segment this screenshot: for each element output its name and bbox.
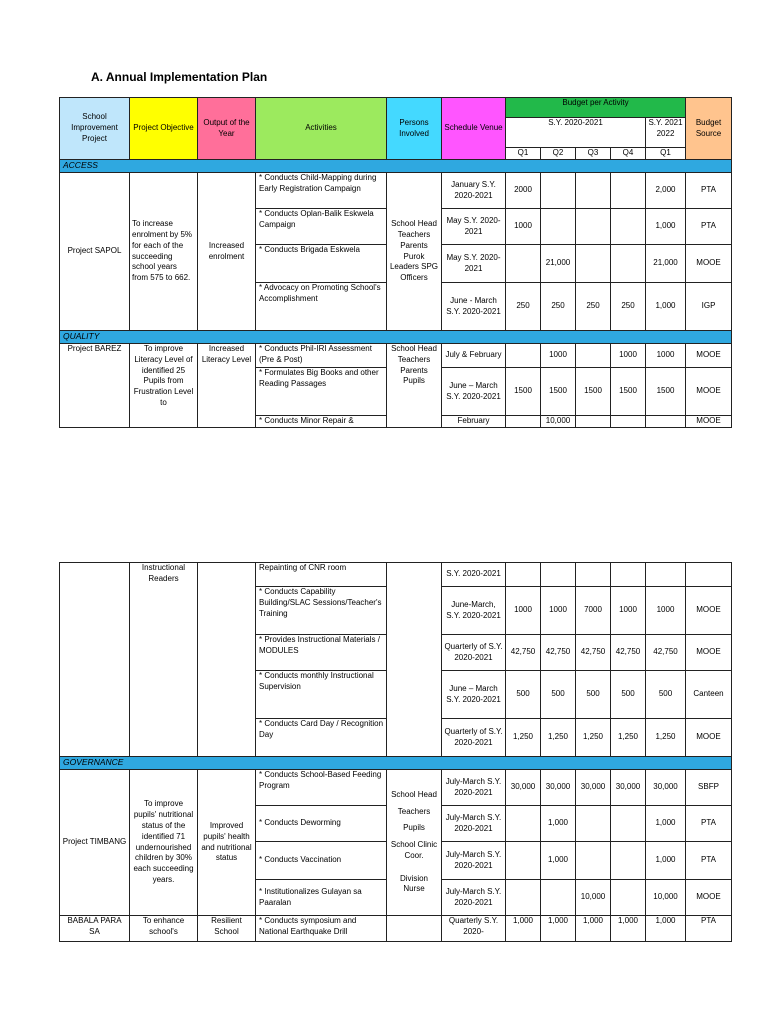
budget-q1: [506, 806, 541, 842]
schedule: June – March S.Y. 2020-2021: [442, 671, 506, 719]
budget-source: SBFP: [686, 770, 732, 806]
schedule: July-March S.Y. 2020-2021: [442, 806, 506, 842]
budget-q1: [506, 563, 541, 587]
header-objective: Project Objective: [130, 98, 198, 160]
budget-q4: [611, 173, 646, 209]
activity: * Advocacy on Promoting School's Accomplishment: [256, 283, 387, 331]
budget-q1: [506, 842, 541, 880]
project-name: Project BAREZ: [60, 344, 130, 428]
budget-q4: 250: [611, 283, 646, 331]
budget-source: MOOE: [686, 368, 732, 416]
activity: * Conducts Vaccination: [256, 842, 387, 880]
activity: * Institutionalizes Gulayan sa Paaralan: [256, 880, 387, 916]
page-title: A. Annual Implementation Plan: [91, 70, 268, 84]
budget-q1: 1000: [506, 209, 541, 245]
budget-q3: [576, 416, 611, 428]
project-objective: To increase enrolment by 5% for each of the succeeding school years from 575 to 662.: [130, 173, 198, 331]
budget-q4: [611, 209, 646, 245]
budget-q1: 250: [506, 283, 541, 331]
person: Division Nurse: [399, 873, 428, 894]
budget-source: PTA: [686, 916, 732, 942]
schedule: July & February: [442, 344, 506, 368]
budget-q2: 1000: [541, 587, 576, 635]
activity: * Conducts School-Based Feeding Program: [256, 770, 387, 806]
activity: * Conducts Minor Repair &: [256, 416, 387, 428]
budget-q1: [506, 416, 541, 428]
budget-q2: 1000: [541, 344, 576, 368]
budget-q2: [541, 880, 576, 916]
budget-q3: [576, 563, 611, 587]
schedule: January S.Y. 2020-2021: [442, 173, 506, 209]
activity: * Conducts Card Day / Recognition Day: [256, 719, 387, 757]
budget-q2: 21,000: [541, 245, 576, 283]
budget-q3: [576, 842, 611, 880]
budget-q4: [611, 563, 646, 587]
budget-next-q1: 1000: [646, 587, 686, 635]
budget-q2: [541, 563, 576, 587]
budget-q3: [576, 209, 611, 245]
budget-source: PTA: [686, 173, 732, 209]
activity: * Conducts Deworming: [256, 806, 387, 842]
budget-q2: [541, 209, 576, 245]
header-q1: Q1: [506, 148, 541, 160]
budget-q2: 42,750: [541, 635, 576, 671]
section-quality: QUALITY: [60, 331, 732, 344]
budget-q2: 10,000: [541, 416, 576, 428]
section-access: ACCESS: [60, 160, 732, 173]
budget-next-q1: 30,000: [646, 770, 686, 806]
budget-source: PTA: [686, 209, 732, 245]
schedule: June – March S.Y. 2020-2021: [442, 368, 506, 416]
header-q3: Q3: [576, 148, 611, 160]
budget-q3: 1,000: [576, 916, 611, 942]
header-budget: Budget per Activity: [506, 98, 686, 118]
budget-q2: 1,000: [541, 916, 576, 942]
schedule: July-March S.Y. 2020-2021: [442, 842, 506, 880]
budget-source: PTA: [686, 842, 732, 880]
budget-q4: [611, 806, 646, 842]
schedule: May S.Y. 2020-2021: [442, 209, 506, 245]
budget-q2: 500: [541, 671, 576, 719]
header-persons: Persons Involved: [387, 98, 442, 160]
activity: Repainting of CNR room: [256, 563, 387, 587]
budget-source: PTA: [686, 806, 732, 842]
activity: * Conducts symposium and National Earthquake Drill: [256, 916, 387, 942]
budget-source: MOOE: [686, 587, 732, 635]
budget-q1: [506, 245, 541, 283]
budget-q3: 30,000: [576, 770, 611, 806]
header-output: Output of the Year: [198, 98, 256, 160]
activity: * Conducts monthly Instructional Supervision: [256, 671, 387, 719]
budget-q1: 1,250: [506, 719, 541, 757]
budget-q4: 1000: [611, 344, 646, 368]
budget-next-q1: 500: [646, 671, 686, 719]
budget-q3: 10,000: [576, 880, 611, 916]
budget-source: MOOE: [686, 344, 732, 368]
budget-next-q1: 21,000: [646, 245, 686, 283]
budget-q3: 500: [576, 671, 611, 719]
budget-q2: 1,250: [541, 719, 576, 757]
project-output: Increased Literacy Level: [198, 344, 256, 428]
project-output-cont: [198, 563, 256, 757]
schedule: Quarterly S.Y. 2020-: [442, 916, 506, 942]
budget-q1: 42,750: [506, 635, 541, 671]
project-output: Improved pupils' health and nutritional status: [198, 770, 256, 916]
project-name: Project SAPOL: [60, 173, 130, 331]
budget-q3: 250: [576, 283, 611, 331]
budget-next-q1: 1,000: [646, 842, 686, 880]
budget-q3: [576, 173, 611, 209]
budget-q4: 1000: [611, 587, 646, 635]
budget-next-q1: [646, 563, 686, 587]
persons-involved-cont: [387, 563, 442, 757]
budget-source: IGP: [686, 283, 732, 331]
budget-q4: 1500: [611, 368, 646, 416]
budget-q1: 1000: [506, 587, 541, 635]
project-objective: To enhance school's: [130, 916, 198, 942]
budget-q3: 42,750: [576, 635, 611, 671]
implementation-plan-table-part1: [59, 97, 732, 428]
header-q4: Q4: [611, 148, 646, 160]
budget-next-q1: 1500: [646, 368, 686, 416]
person: School Head: [391, 789, 437, 799]
project-objective-cont: Instructional Readers: [130, 563, 198, 757]
budget-q2: 1,000: [541, 842, 576, 880]
schedule: July-March S.Y. 2020-2021: [442, 770, 506, 806]
header-sy2: S.Y. 2021 2022: [646, 118, 686, 148]
budget-source: MOOE: [686, 245, 732, 283]
budget-next-q1: 2,000: [646, 173, 686, 209]
budget-q1: [506, 880, 541, 916]
budget-next-q1: 10,000: [646, 880, 686, 916]
budget-next-q1: 1000: [646, 344, 686, 368]
header-activities: Activities: [256, 98, 387, 160]
schedule: February: [442, 416, 506, 428]
activity: * Provides Instructional Materials / MODULES: [256, 635, 387, 671]
project-objective: To improve pupils' nutritional status of the identified 71 undernourished children by 30% each succeeding years.: [130, 770, 198, 916]
budget-q3: [576, 344, 611, 368]
project-name: Project TIMBANG: [60, 770, 130, 916]
schedule: S.Y. 2020-2021: [442, 563, 506, 587]
budget-q1: 500: [506, 671, 541, 719]
budget-q3: [576, 806, 611, 842]
budget-q4: 1,250: [611, 719, 646, 757]
budget-q2: 1500: [541, 368, 576, 416]
budget-q4: [611, 842, 646, 880]
person: Teachers: [397, 806, 431, 816]
budget-q1: 1,000: [506, 916, 541, 942]
budget-q3: 7000: [576, 587, 611, 635]
persons-involved: [387, 770, 442, 916]
budget-q1: [506, 344, 541, 368]
header-sy: S.Y. 2020-2021: [506, 118, 646, 148]
budget-q1: 2000: [506, 173, 541, 209]
person: School Clinic Coor.: [390, 840, 438, 860]
budget-source: MOOE: [686, 719, 732, 757]
budget-next-q1: 1,000: [646, 806, 686, 842]
budget-q3: 1500: [576, 368, 611, 416]
budget-next-q1: 1,250: [646, 719, 686, 757]
header-q1b: Q1: [646, 148, 686, 160]
schedule: June-March, S.Y. 2020-2021: [442, 587, 506, 635]
persons-involved: School Head Teachers Parents Purok Leaders SPG Officers: [387, 173, 442, 331]
schedule: July-March S.Y. 2020-2021: [442, 880, 506, 916]
project-name-cont: [60, 563, 130, 757]
implementation-plan-table-part2: [59, 562, 732, 942]
activity: * Formulates Big Books and other Reading Passages: [256, 368, 387, 416]
budget-q3: 1,250: [576, 719, 611, 757]
budget-next-q1: [646, 416, 686, 428]
budget-source: MOOE: [686, 635, 732, 671]
budget-q2: 30,000: [541, 770, 576, 806]
activity: * Conducts Brigada Eskwela: [256, 245, 387, 283]
budget-q4: [611, 880, 646, 916]
budget-next-q1: 1,000: [646, 209, 686, 245]
section-governance: GOVERNANCE: [60, 757, 732, 770]
activity: * Conducts Oplan-Balik Eskwela Campaign: [256, 209, 387, 245]
schedule: May S.Y. 2020-2021: [442, 245, 506, 283]
budget-q4: 500: [611, 671, 646, 719]
persons-involved: [387, 916, 442, 942]
budget-q4: [611, 245, 646, 283]
budget-source: [686, 563, 732, 587]
budget-q2: 1,000: [541, 806, 576, 842]
budget-source: MOOE: [686, 416, 732, 428]
activity: * Conducts Phil-IRI Assessment (Pre & Post): [256, 344, 387, 368]
project-objective: To improve Literacy Level of identified 25 Pupils from Frustration Level to: [130, 344, 198, 428]
header-sip: School Improvement Project: [60, 98, 130, 160]
project-output: Resilient School: [198, 916, 256, 942]
activity: * Conducts Capability Building/SLAC Sessions/Teacher's Training: [256, 587, 387, 635]
schedule: June - March S.Y. 2020-2021: [442, 283, 506, 331]
budget-q4: 1,000: [611, 916, 646, 942]
project-name: BABALA PARA SA: [60, 916, 130, 942]
budget-q3: [576, 245, 611, 283]
budget-source: MOOE: [686, 880, 732, 916]
header-schedule: Schedule Venue: [442, 98, 506, 160]
person: Pupils: [403, 823, 425, 833]
budget-q4: [611, 416, 646, 428]
project-output: Increased enrolment: [198, 173, 256, 331]
schedule: Quarterly of S.Y. 2020-2021: [442, 635, 506, 671]
budget-next-q1: 1,000: [646, 283, 686, 331]
budget-q1: 1500: [506, 368, 541, 416]
budget-next-q1: 1,000: [646, 916, 686, 942]
budget-q1: 30,000: [506, 770, 541, 806]
budget-next-q1: 42,750: [646, 635, 686, 671]
budget-q4: 42,750: [611, 635, 646, 671]
budget-q2: [541, 173, 576, 209]
header-source: Budget Source: [686, 98, 732, 160]
persons-involved: School Head Teachers Parents Pupils: [387, 344, 442, 428]
activity: * Conducts Child-Mapping during Early Registration Campaign: [256, 173, 387, 209]
budget-source: Canteen: [686, 671, 732, 719]
budget-q4: 30,000: [611, 770, 646, 806]
budget-q2: 250: [541, 283, 576, 331]
header-q2: Q2: [541, 148, 576, 160]
schedule: Quarterly of S.Y. 2020-2021: [442, 719, 506, 757]
